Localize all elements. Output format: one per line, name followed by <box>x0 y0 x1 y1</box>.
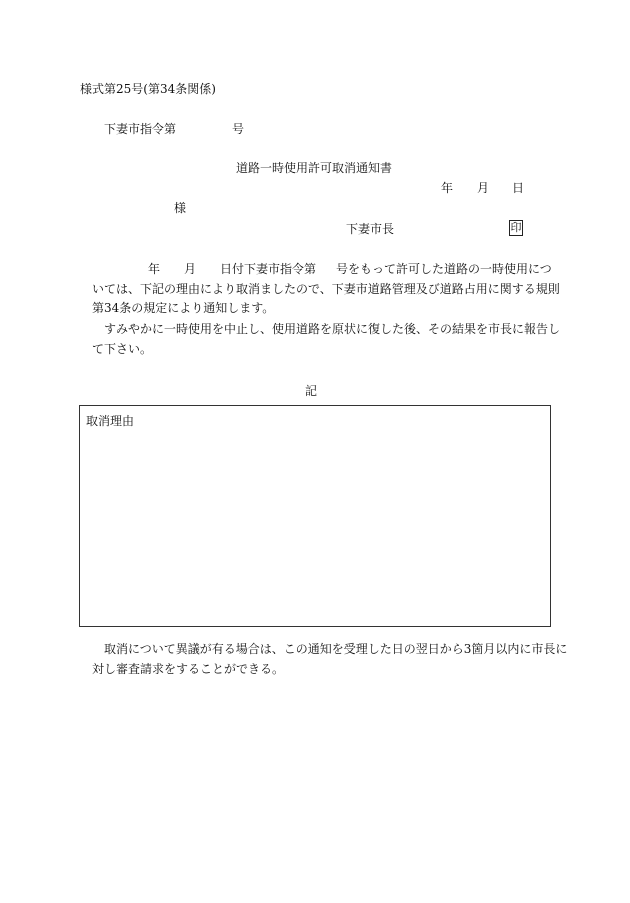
doc-number-suffix: 号 <box>232 122 245 136</box>
body-year-label: 年 <box>148 262 161 276</box>
appeal-notice-line2: 対し審査請求をすることができる。 <box>92 662 285 676</box>
seal-stamp-box: 印 <box>510 221 522 234</box>
document-title: 道路一時使用許可取消通知書 <box>236 161 393 175</box>
body-line1-part2: 号をもって許可した道路の一時使用につ <box>336 262 552 276</box>
addressee-honorific: 様 <box>174 201 187 215</box>
body-line1-part1: 日付下妻市指令第 <box>220 262 317 276</box>
cancellation-reason-label: 取消理由 <box>86 414 135 428</box>
date-year-label: 年 <box>441 181 454 195</box>
form-number: 様式第25号(第34条関係) <box>80 82 216 96</box>
body-line4: すみやかに一時使用を中止し、使用道路を原状に復した後、その結果を市長に報告し <box>104 322 561 336</box>
ki-heading: 記 <box>305 384 318 398</box>
cancellation-reason-box[interactable] <box>79 405 551 627</box>
body-line5: て下さい。 <box>92 342 153 356</box>
doc-number-prefix: 下妻市指令第 <box>104 122 177 136</box>
body-month-label: 月 <box>184 262 197 276</box>
issuer-name: 下妻市長 <box>346 222 395 236</box>
date-month-label: 月 <box>477 181 490 195</box>
appeal-notice-line1: 取消について異議が有る場合は、この通知を受理した日の翌日から3箇月以内に市長に <box>104 642 568 656</box>
body-line3: 第34条の規定により通知します。 <box>92 301 275 315</box>
body-line2: いては、下記の理由により取消ましたので、下妻市道路管理及び道路占用に関する規則 <box>92 282 560 296</box>
date-day-label: 日 <box>512 181 525 195</box>
